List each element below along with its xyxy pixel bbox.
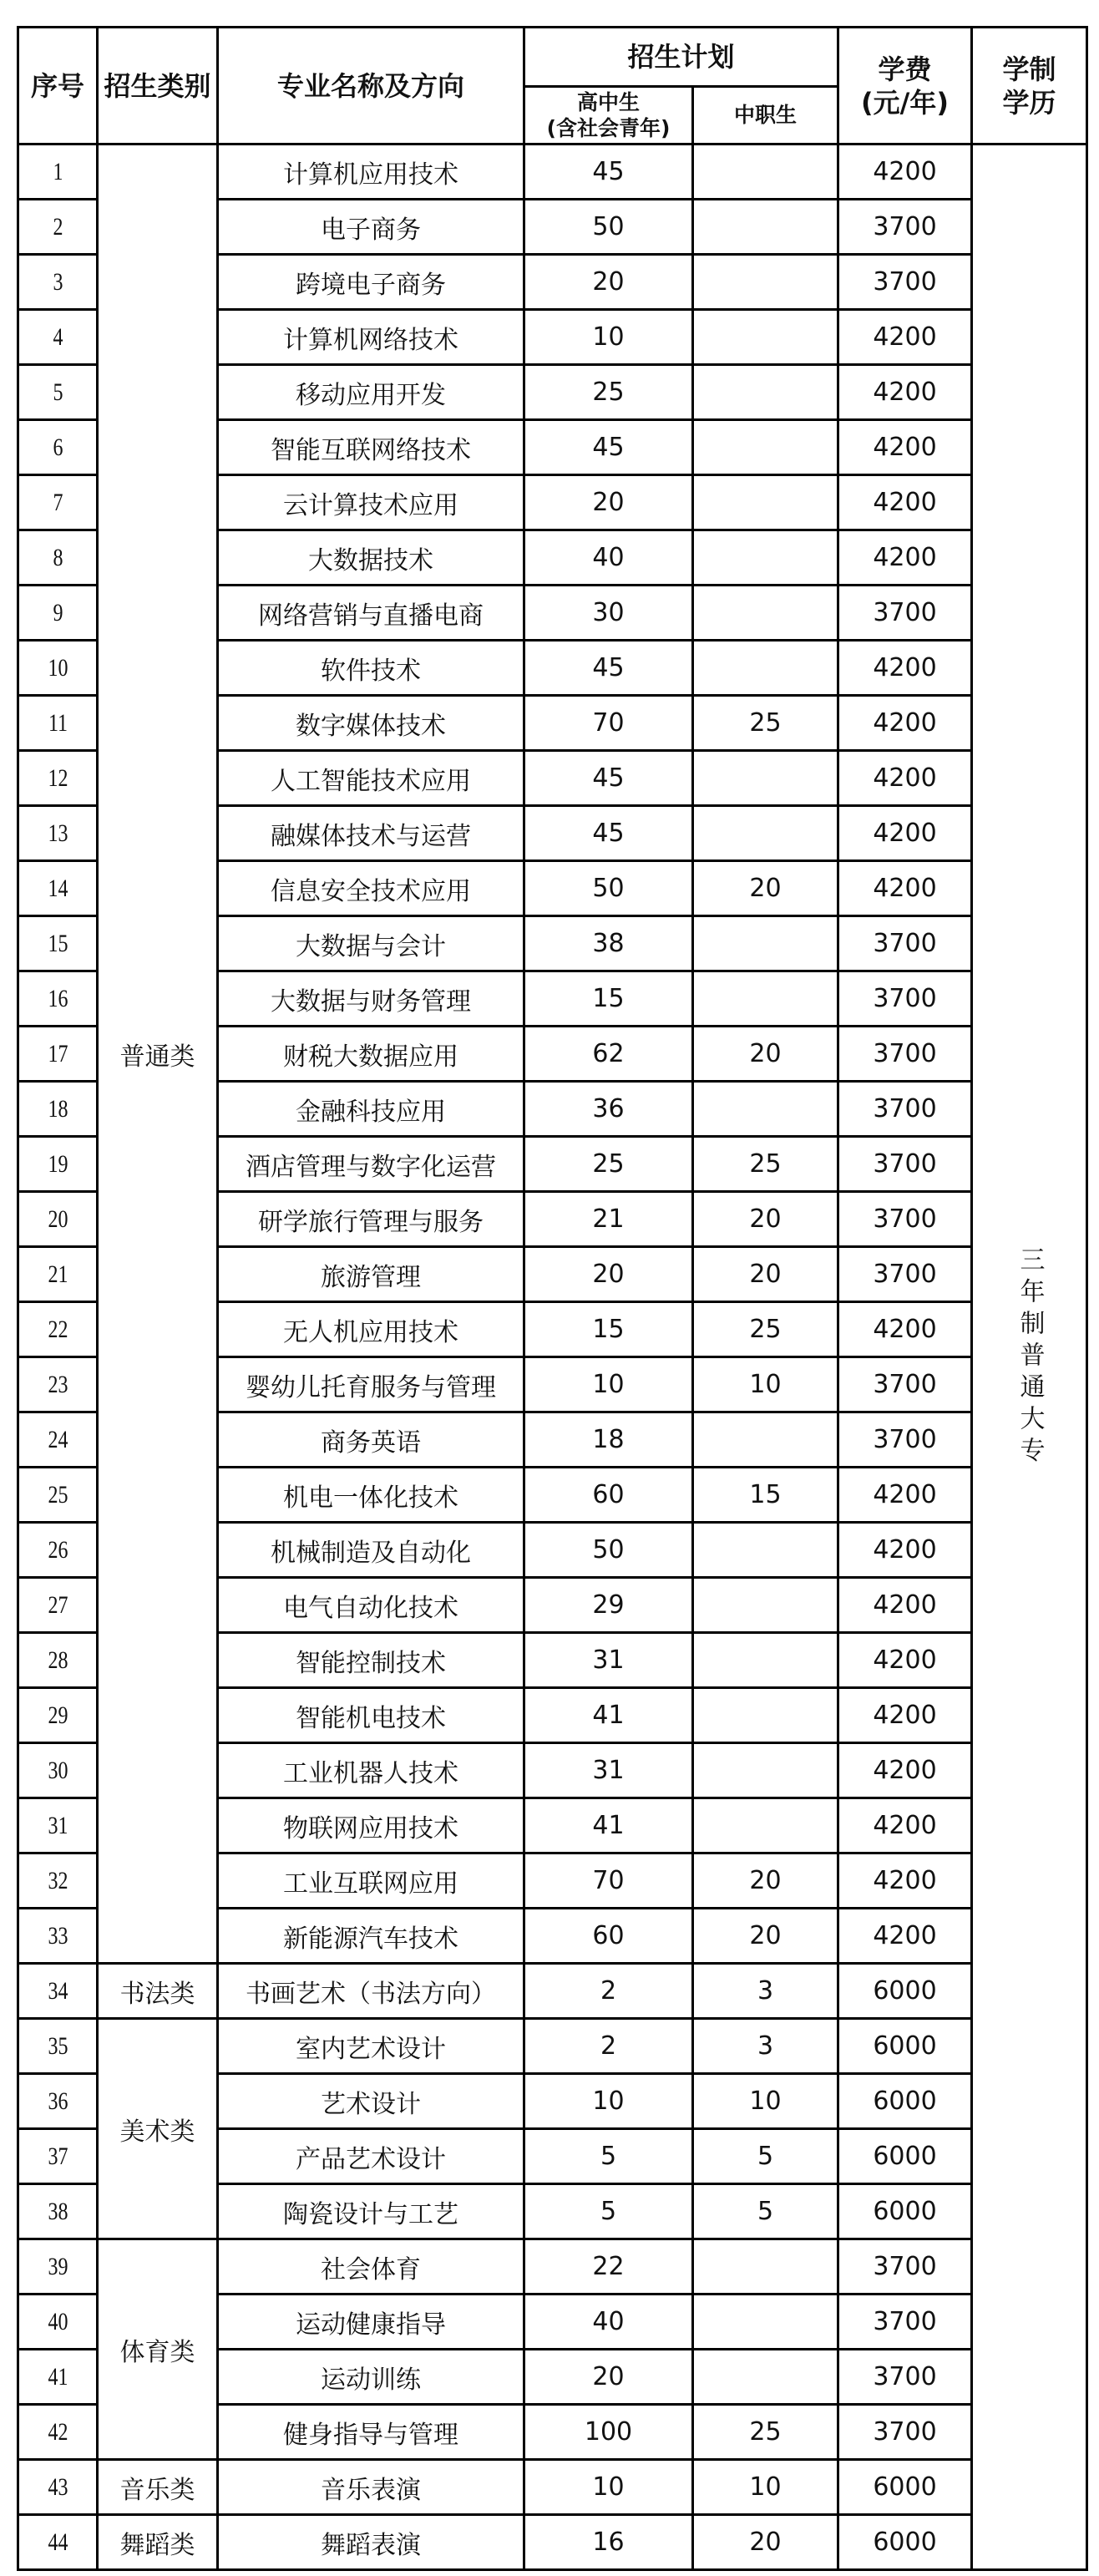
vocational-cell [693, 365, 838, 420]
seq-cell: 19 [26, 1137, 89, 1192]
major-cell: 数字媒体技术 [218, 696, 524, 751]
seq-cell: 27 [26, 1578, 89, 1633]
vocational-cell [693, 145, 838, 200]
seq-cell: 28 [26, 1633, 89, 1688]
tuition-cell: 3700 [838, 971, 972, 1027]
header-system-label: 学制 [1002, 53, 1056, 85]
tuition-cell: 4200 [838, 530, 972, 586]
vocational-cell: 5 [693, 2129, 838, 2184]
high-school-cell: 45 [524, 145, 693, 200]
vocational-cell [693, 641, 838, 696]
tuition-cell: 3700 [838, 586, 972, 641]
major-cell: 软件技术 [218, 641, 524, 696]
major-cell: 艺术设计 [218, 2074, 524, 2129]
table-row [18, 2515, 1087, 2570]
vocational-cell [693, 806, 838, 861]
seq-cell: 9 [26, 586, 89, 641]
major-cell: 运动训练 [218, 2350, 524, 2405]
seq-cell: 35 [26, 2019, 89, 2074]
vocational-cell [693, 2350, 838, 2405]
high-school-cell: 30 [524, 586, 693, 641]
major-cell: 智能机电技术 [218, 1688, 524, 1743]
tuition-cell: 6000 [838, 1964, 972, 2019]
vocational-cell: 25 [693, 1302, 838, 1357]
tuition-cell: 3700 [838, 1192, 972, 1247]
header-high-school-note: (含社会青年) [546, 116, 671, 140]
high-school-cell: 70 [524, 1853, 693, 1909]
vocational-cell: 25 [693, 696, 838, 751]
major-cell: 书画艺术（书法方向） [218, 1964, 524, 2019]
major-cell: 大数据与会计 [218, 916, 524, 971]
high-school-cell: 15 [524, 1302, 693, 1357]
high-school-cell: 10 [524, 2074, 693, 2129]
vocational-cell: 10 [693, 1357, 838, 1412]
high-school-cell: 100 [524, 2405, 693, 2460]
seq-cell: 30 [26, 1743, 89, 1798]
tuition-cell: 6000 [838, 2460, 972, 2515]
header-high-school-label: 高中生 [576, 89, 640, 114]
tuition-cell: 3700 [838, 1027, 972, 1082]
tuition-cell: 3700 [838, 1082, 972, 1137]
major-cell: 信息安全技术应用 [218, 861, 524, 916]
vocational-cell [693, 916, 838, 971]
major-cell: 智能控制技术 [218, 1633, 524, 1688]
major-cell: 财税大数据应用 [218, 1027, 524, 1082]
seq-cell: 26 [26, 1523, 89, 1578]
high-school-cell: 18 [524, 1412, 693, 1468]
table-row [18, 2019, 1087, 2074]
major-cell: 计算机应用技术 [218, 145, 524, 200]
tuition-cell: 4200 [838, 145, 972, 200]
major-cell: 商务英语 [218, 1412, 524, 1468]
vocational-cell [693, 2295, 838, 2350]
high-school-cell: 45 [524, 420, 693, 475]
major-cell: 社会体育 [218, 2239, 524, 2295]
high-school-cell: 60 [524, 1468, 693, 1523]
table-row [18, 145, 1087, 200]
high-school-cell: 31 [524, 1743, 693, 1798]
seq-cell: 43 [26, 2460, 89, 2515]
tuition-cell: 3700 [838, 2239, 972, 2295]
seq-cell: 6 [26, 420, 89, 475]
high-school-cell: 2 [524, 2019, 693, 2074]
vocational-cell: 20 [693, 1853, 838, 1909]
high-school-cell: 5 [524, 2184, 693, 2239]
seq-cell: 17 [26, 1027, 89, 1082]
tuition-cell: 4200 [838, 1909, 972, 1964]
seq-cell: 18 [26, 1082, 89, 1137]
high-school-cell: 50 [524, 200, 693, 255]
header-plan: 招生计划 [524, 28, 838, 87]
seq-cell: 3 [26, 255, 89, 310]
major-cell: 室内艺术设计 [218, 2019, 524, 2074]
vocational-cell [693, 1412, 838, 1468]
major-cell: 酒店管理与数字化运营 [218, 1137, 524, 1192]
major-cell: 产品艺术设计 [218, 2129, 524, 2184]
major-cell: 大数据与财务管理 [218, 971, 524, 1027]
tuition-cell: 3700 [838, 1137, 972, 1192]
category-cell: 体育类 [98, 2239, 218, 2460]
high-school-cell: 2 [524, 1964, 693, 2019]
high-school-cell: 62 [524, 1027, 693, 1082]
tuition-cell: 4200 [838, 751, 972, 806]
tuition-cell: 3700 [838, 2405, 972, 2460]
major-cell: 婴幼儿托育服务与管理 [218, 1357, 524, 1412]
category-cell: 音乐类 [98, 2460, 218, 2515]
seq-cell: 23 [26, 1357, 89, 1412]
tuition-cell: 4200 [838, 1688, 972, 1743]
seq-cell: 2 [26, 200, 89, 255]
major-cell: 跨境电子商务 [218, 255, 524, 310]
seq-cell: 29 [26, 1688, 89, 1743]
tuition-cell: 3700 [838, 916, 972, 971]
major-cell: 机械制造及自动化 [218, 1523, 524, 1578]
seq-cell: 21 [26, 1247, 89, 1302]
tuition-cell: 3700 [838, 2295, 972, 2350]
category-cell: 普通类 [98, 145, 218, 1964]
major-cell: 融媒体技术与运营 [218, 806, 524, 861]
high-school-cell: 40 [524, 2295, 693, 2350]
high-school-cell: 45 [524, 641, 693, 696]
high-school-cell: 20 [524, 1247, 693, 1302]
seq-cell: 20 [26, 1192, 89, 1247]
vocational-cell [693, 586, 838, 641]
vocational-cell [693, 530, 838, 586]
table-header [18, 28, 1087, 145]
category-cell: 书法类 [98, 1964, 218, 2019]
header-high-school [524, 87, 693, 145]
seq-cell: 15 [26, 916, 89, 971]
tuition-cell: 3700 [838, 1412, 972, 1468]
vocational-cell [693, 971, 838, 1027]
seq-cell: 12 [26, 751, 89, 806]
vocational-cell [693, 1578, 838, 1633]
major-cell: 机电一体化技术 [218, 1468, 524, 1523]
high-school-cell: 38 [524, 916, 693, 971]
vocational-cell: 10 [693, 2074, 838, 2129]
seq-cell: 39 [26, 2239, 89, 2295]
vocational-cell [693, 1523, 838, 1578]
tuition-cell: 3700 [838, 1247, 972, 1302]
seq-cell: 13 [26, 806, 89, 861]
tuition-cell: 4200 [838, 1468, 972, 1523]
vocational-cell [693, 475, 838, 530]
table-row [18, 2460, 1087, 2515]
vocational-cell: 20 [693, 1192, 838, 1247]
seq-cell: 40 [26, 2295, 89, 2350]
high-school-cell: 70 [524, 696, 693, 751]
header-tuition [838, 28, 972, 145]
tuition-cell: 3700 [838, 200, 972, 255]
tuition-cell: 3700 [838, 2350, 972, 2405]
tuition-cell: 4200 [838, 1302, 972, 1357]
high-school-cell: 20 [524, 2350, 693, 2405]
table-body [18, 145, 1087, 2570]
category-cell: 舞蹈类 [98, 2515, 218, 2570]
tuition-cell: 4200 [838, 696, 972, 751]
vocational-cell: 20 [693, 1027, 838, 1082]
seq-cell: 4 [26, 310, 89, 365]
high-school-cell: 22 [524, 2239, 693, 2295]
tuition-cell: 4200 [838, 420, 972, 475]
seq-cell: 11 [26, 696, 89, 751]
major-cell: 无人机应用技术 [218, 1302, 524, 1357]
seq-cell: 44 [26, 2515, 89, 2570]
vocational-cell [693, 1688, 838, 1743]
tuition-cell: 4200 [838, 861, 972, 916]
high-school-cell: 16 [524, 2515, 693, 2570]
vocational-cell: 25 [693, 2405, 838, 2460]
table-row [18, 1964, 1087, 2019]
tuition-cell: 4200 [838, 1523, 972, 1578]
enrollment-table [17, 26, 1088, 2571]
table-row [18, 2239, 1087, 2295]
vocational-cell: 20 [693, 1909, 838, 1964]
vocational-cell [693, 751, 838, 806]
vocational-cell: 20 [693, 2515, 838, 2570]
tuition-cell: 4200 [838, 1578, 972, 1633]
high-school-cell: 41 [524, 1798, 693, 1853]
high-school-cell: 5 [524, 2129, 693, 2184]
high-school-cell: 40 [524, 530, 693, 586]
tuition-cell: 4200 [838, 365, 972, 420]
tuition-cell: 4200 [838, 1853, 972, 1909]
vocational-cell: 5 [693, 2184, 838, 2239]
major-cell: 电气自动化技术 [218, 1578, 524, 1633]
tuition-cell: 6000 [838, 2184, 972, 2239]
major-cell: 舞蹈表演 [218, 2515, 524, 2570]
tuition-cell: 4200 [838, 1743, 972, 1798]
vocational-cell: 3 [693, 2019, 838, 2074]
major-cell: 网络营销与直播电商 [218, 586, 524, 641]
header-tuition-label: 学费 [878, 53, 932, 85]
system-cell: 三年制普通大专 [972, 145, 1087, 2570]
vocational-cell: 3 [693, 1964, 838, 2019]
high-school-cell: 29 [524, 1578, 693, 1633]
high-school-cell: 25 [524, 365, 693, 420]
tuition-cell: 4200 [838, 475, 972, 530]
major-cell: 工业互联网应用 [218, 1853, 524, 1909]
seq-cell: 36 [26, 2074, 89, 2129]
seq-cell: 10 [26, 641, 89, 696]
seq-cell: 8 [26, 530, 89, 586]
tuition-cell: 6000 [838, 2074, 972, 2129]
vocational-cell [693, 1743, 838, 1798]
seq-cell: 14 [26, 861, 89, 916]
high-school-cell: 20 [524, 475, 693, 530]
seq-cell: 33 [26, 1909, 89, 1964]
vocational-cell: 15 [693, 1468, 838, 1523]
high-school-cell: 20 [524, 255, 693, 310]
vocational-cell: 20 [693, 1247, 838, 1302]
high-school-cell: 10 [524, 310, 693, 365]
high-school-cell: 45 [524, 751, 693, 806]
tuition-cell: 3700 [838, 1357, 972, 1412]
major-cell: 新能源汽车技术 [218, 1909, 524, 1964]
high-school-cell: 45 [524, 806, 693, 861]
high-school-cell: 25 [524, 1137, 693, 1192]
major-cell: 移动应用开发 [218, 365, 524, 420]
vocational-cell [693, 200, 838, 255]
vocational-cell [693, 2239, 838, 2295]
major-cell: 旅游管理 [218, 1247, 524, 1302]
header-category: 招生类别 [98, 28, 218, 145]
high-school-cell: 41 [524, 1688, 693, 1743]
tuition-cell: 4200 [838, 310, 972, 365]
high-school-cell: 15 [524, 971, 693, 1027]
vocational-cell [693, 1798, 838, 1853]
seq-cell: 31 [26, 1798, 89, 1853]
high-school-cell: 36 [524, 1082, 693, 1137]
vocational-cell: 10 [693, 2460, 838, 2515]
vocational-cell [693, 310, 838, 365]
vocational-cell [693, 255, 838, 310]
tuition-cell: 3700 [838, 255, 972, 310]
header-tuition-unit: (元/年) [861, 86, 949, 119]
high-school-cell: 50 [524, 861, 693, 916]
seq-cell: 38 [26, 2184, 89, 2239]
vocational-cell: 25 [693, 1137, 838, 1192]
major-cell: 智能互联网络技术 [218, 420, 524, 475]
seq-cell: 22 [26, 1302, 89, 1357]
major-cell: 人工智能技术应用 [218, 751, 524, 806]
high-school-cell: 31 [524, 1633, 693, 1688]
major-cell: 云计算技术应用 [218, 475, 524, 530]
major-cell: 研学旅行管理与服务 [218, 1192, 524, 1247]
tuition-cell: 4200 [838, 806, 972, 861]
tuition-cell: 4200 [838, 1633, 972, 1688]
tuition-cell: 6000 [838, 2129, 972, 2184]
seq-cell: 5 [26, 365, 89, 420]
high-school-cell: 60 [524, 1909, 693, 1964]
high-school-cell: 21 [524, 1192, 693, 1247]
seq-cell: 7 [26, 475, 89, 530]
tuition-cell: 6000 [838, 2019, 972, 2074]
major-cell: 工业机器人技术 [218, 1743, 524, 1798]
major-cell: 健身指导与管理 [218, 2405, 524, 2460]
major-cell: 电子商务 [218, 200, 524, 255]
major-cell: 音乐表演 [218, 2460, 524, 2515]
header-major: 专业名称及方向 [218, 28, 524, 145]
seq-cell: 41 [26, 2350, 89, 2405]
seq-cell: 37 [26, 2129, 89, 2184]
seq-cell: 32 [26, 1853, 89, 1909]
seq-cell: 34 [26, 1964, 89, 2019]
seq-cell: 16 [26, 971, 89, 1027]
vocational-cell: 20 [693, 861, 838, 916]
seq-cell: 42 [26, 2405, 89, 2460]
vocational-cell [693, 1633, 838, 1688]
tuition-cell: 6000 [838, 2515, 972, 2570]
header-vocational: 中职生 [693, 87, 838, 145]
vocational-cell [693, 420, 838, 475]
header-seq: 序号 [18, 28, 98, 145]
major-cell: 计算机网络技术 [218, 310, 524, 365]
seq-cell: 24 [26, 1412, 89, 1468]
header-system [972, 28, 1087, 145]
header-degree-label: 学历 [1002, 86, 1056, 119]
seq-cell: 1 [26, 145, 89, 200]
vocational-cell [693, 1082, 838, 1137]
major-cell: 运动健康指导 [218, 2295, 524, 2350]
high-school-cell: 10 [524, 1357, 693, 1412]
seq-cell: 25 [26, 1468, 89, 1523]
high-school-cell: 50 [524, 1523, 693, 1578]
major-cell: 物联网应用技术 [218, 1798, 524, 1853]
major-cell: 金融科技应用 [218, 1082, 524, 1137]
major-cell: 大数据技术 [218, 530, 524, 586]
major-cell: 陶瓷设计与工艺 [218, 2184, 524, 2239]
tuition-cell: 4200 [838, 1798, 972, 1853]
tuition-cell: 4200 [838, 641, 972, 696]
high-school-cell: 10 [524, 2460, 693, 2515]
category-cell: 美术类 [98, 2019, 218, 2239]
